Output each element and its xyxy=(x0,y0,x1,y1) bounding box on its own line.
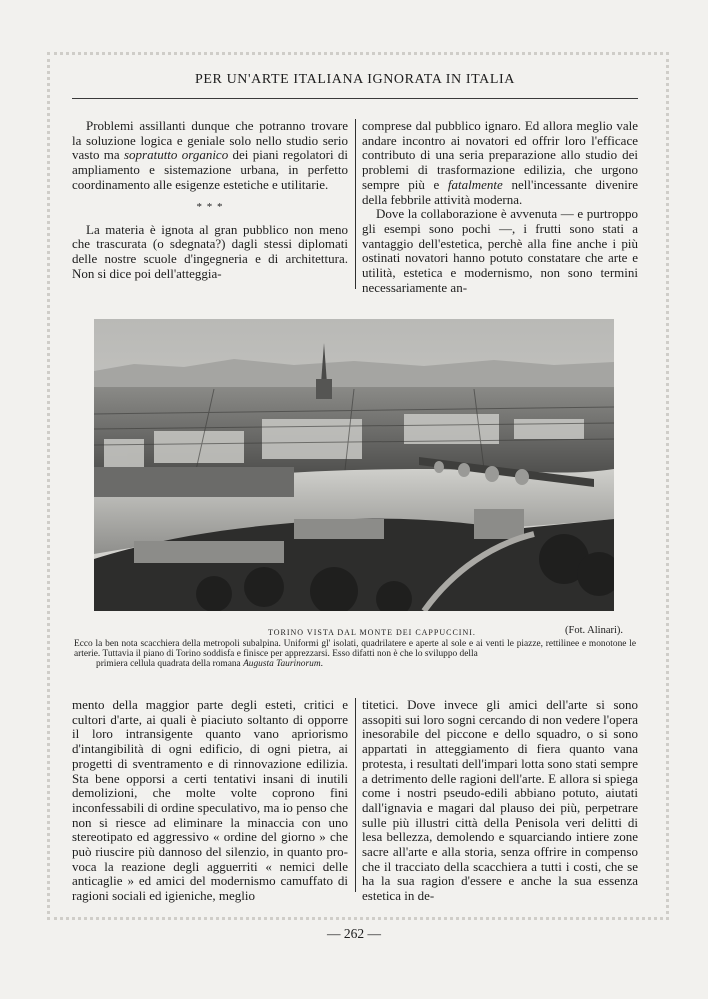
bottom-left-column xyxy=(72,698,348,904)
text-run: Problemi assillanti dunque che potranno trovare la soluzione logica e geniale solo nello studio serio vasto ma xyxy=(72,118,348,163)
column-divider xyxy=(355,119,356,289)
text-run: titetici. Dove invece gli amici dell'arte si sono assopiti sui loro sogni cercando di non vedere l'opera inesorabile del piccone e dello squadro, o si sono appartati in atteggiamento di fiera quanto vana protesta, i resultati dell'impari lotta sono stati sempre a detrimento delle ragioni dell'arte. E allora si spiega come i nostri pseudo-edili abbiano potuto, aiutati dall'ignavia e magari dal plauso dei più, perpetrare sulle più illustri città della Penisola veri delitti di lesa bellezza, demolendo e squarciando intiere zone sacre all'arte e alla storia, senza offrire in compenso che il tracciato della scacchiera a tutti i costi, che se ha la sua ragion d'essere e anche la sua essenza estetica in de- xyxy=(362,697,638,904)
text-run: nell'incessante divenire della febbrile attività moderna. xyxy=(362,176,638,207)
paragraph xyxy=(72,119,348,193)
column-divider xyxy=(355,698,356,892)
photo-caption xyxy=(74,639,636,670)
running-head: PER UN'ARTE ITALIANA IGNORATA IN ITALIA xyxy=(195,72,515,87)
top-left-column xyxy=(72,119,348,281)
page-number: — 262 — xyxy=(327,926,381,941)
paragraph xyxy=(362,119,638,207)
text-run: . xyxy=(320,659,323,670)
italic-run: sopratutto organico xyxy=(123,147,229,163)
italic-run: fatalmente xyxy=(447,176,503,192)
asterism: * * * xyxy=(196,200,224,213)
text-run: La materia è ignota al gran pubblico non meno che trascurata (o sdegnata?) dagli stessi diplomati delle nostre scuole d'ingegneria e di architettura. Non si dice poi dell'atteggia- xyxy=(72,221,348,281)
text-run: comprese dal pubblico ignaro. Ed allora meglio vale andare incontro ai novatori ed offrir loro l'efficace contributo di una seria preparazione allo studio dei problemi di trasformazione edilizia, che urgono sempre più e xyxy=(362,118,638,192)
photo-caption-title: TORINO VISTA DAL MONTE DEI CAPPUCCINI. xyxy=(268,628,476,637)
photo-illustration xyxy=(94,319,614,611)
bottom-right-column xyxy=(362,698,638,904)
top-right-column xyxy=(362,119,638,295)
photo-credit: (Fot. Alinari). xyxy=(565,625,624,636)
italic-run: Augusta Taurinorum xyxy=(243,659,321,670)
caption-line xyxy=(74,659,636,669)
photo-turin-view xyxy=(94,319,614,611)
text-run: Ecco la ben nota scacchiera della metropoli subalpina. Uniformi gl' isolati, quadrilatere e aperte al sole e ai venti le piazze, rettilinee e monotone le arterie. Tuttavia il piano di Torino soddisfa e finisce per apprezzarsi. Esso difatti non è che lo sviluppo della xyxy=(74,639,636,660)
text-run: Dove la collaborazione è avvenuta — e purtroppo gli esempi sono pochi —, i frutti sono stati a vantaggio dell'estetica, perchè alla fine anche i più ostinati novatori hanno potuto constatare che arte e utilità, estetica e modernismo, non sono termini necessariamente an- xyxy=(362,206,638,295)
text-run: mento della maggior parte degli esteti, critici e cultori d'arte, ai quali è piaciuto soltanto di opporre il loro intransigente quanto vano apriorismo d'intangibilità di ogni edificio, di ogni pietra, ai progetti di sventramento e di rinnovazione edilizia. Sta bene opporsi a certi tentativi insani di inutili demolizioni, che molte volte coprono fini inconfessabili di ordine speculativo, ma io penso che non si riesce ad eliminare la minaccia con uno stereotipato ed aggressivo « ordine del giorno » che può riuscire più dannoso del silenzio, in quanto provoca la reazione degli agguerriti « nemici delle anticaglie » ed amici del modernismo camuffato di ragioni sociali ed igieniche, meglio xyxy=(72,697,348,904)
paragraph xyxy=(362,698,638,904)
paragraph xyxy=(362,207,638,295)
paragraph xyxy=(72,698,348,904)
paragraph xyxy=(72,223,348,282)
text-run: primiera cellula quadrata della romana xyxy=(96,659,244,670)
header-rule xyxy=(72,98,638,99)
caption-line xyxy=(74,639,636,659)
text-run: dei piani regolatori di ampliamento e sistemazione urbana, in perfetto coordinamento alle esigenze estetiche e utilitarie. xyxy=(72,147,348,192)
